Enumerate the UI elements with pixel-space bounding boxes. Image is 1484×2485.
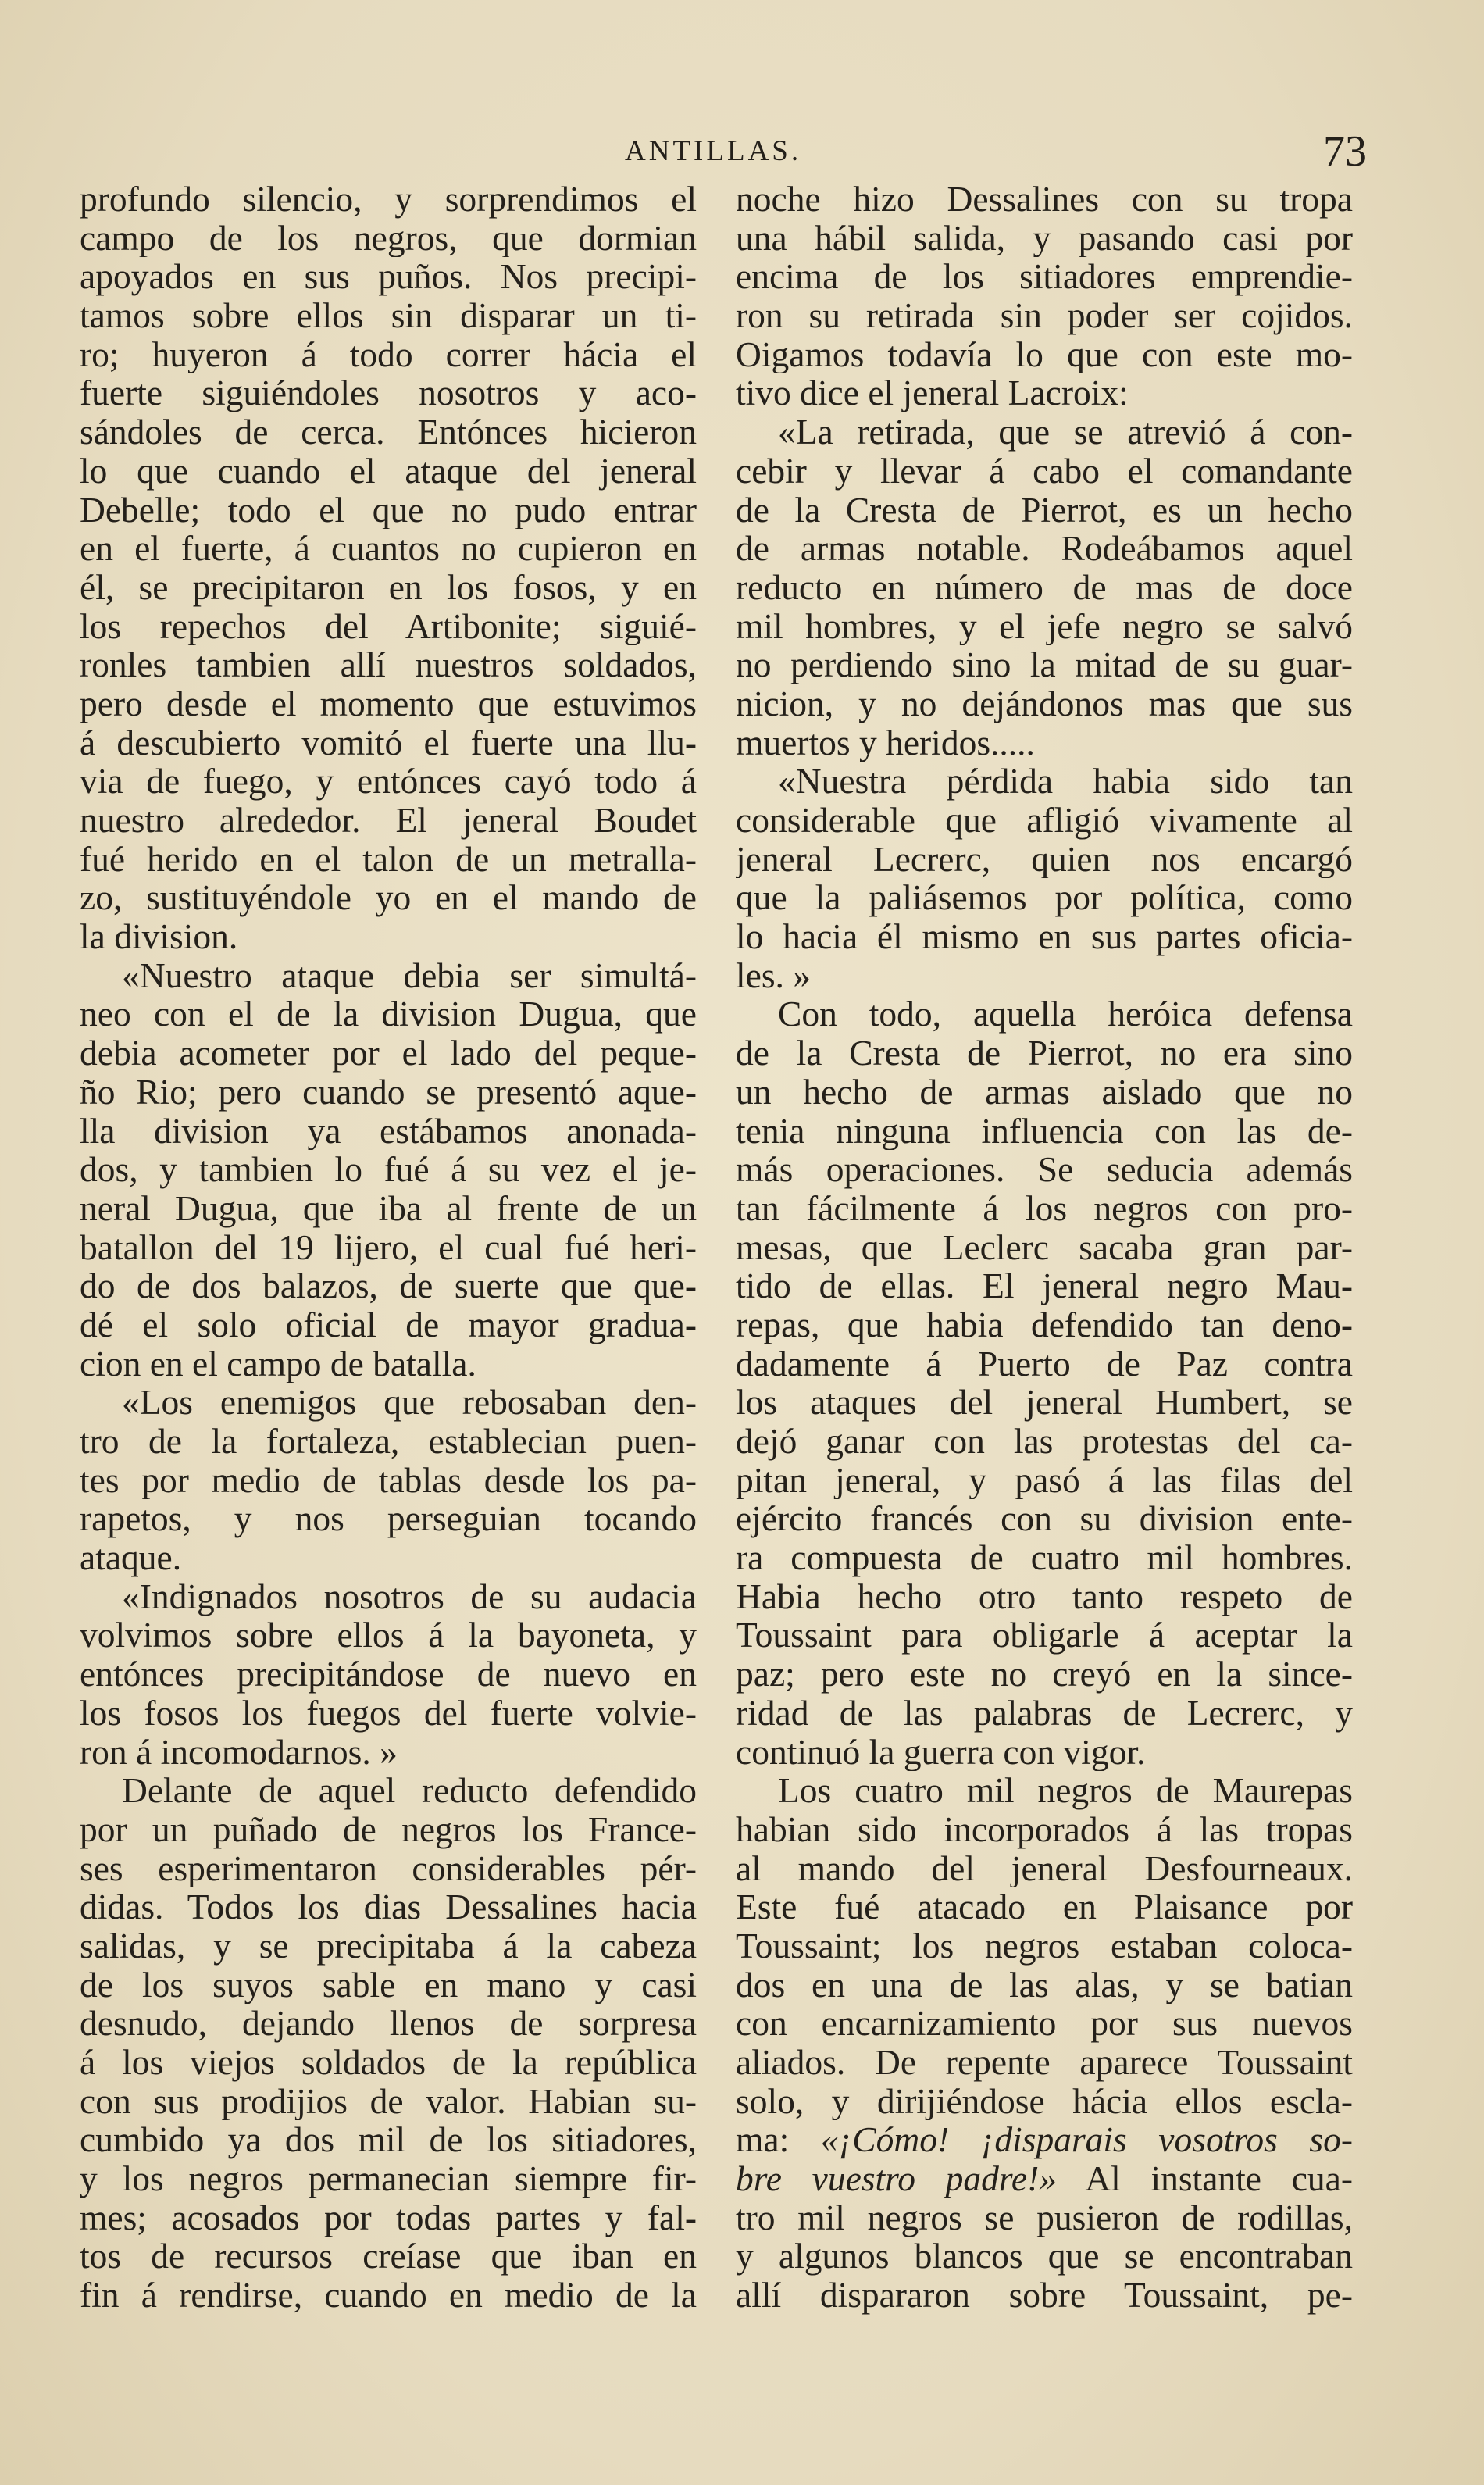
page-header	[78, 127, 1367, 186]
text-line: la division.	[80, 917, 238, 956]
text-line: desnudo, dejando llenos de sorpresa	[80, 2004, 697, 2043]
text-line: y los negros permanecian siempre fir-	[80, 2159, 697, 2198]
text-line: los ataques del jeneral Humbert, se	[736, 1383, 1353, 1422]
text-line: un hecho de armas aislado que no	[736, 1072, 1353, 1112]
text-line: neo con el de la division Dugua, que	[80, 994, 697, 1034]
text-line: muertos y heridos.....	[736, 723, 1035, 762]
text-line: nicion, y no dejándonos mas que sus	[736, 684, 1353, 723]
text-line: los fosos los fuegos del fuerte volvie-	[80, 1693, 697, 1733]
text-line: ron su retirada sin poder ser cojidos.	[736, 296, 1353, 335]
text-line: volvimos sobre ellos á la bayoneta, y	[80, 1616, 697, 1655]
running-head: ANTILLAS.	[625, 135, 802, 167]
text-line: considerable que afligió vivamente al	[736, 801, 1353, 840]
text-line: solo, y dirijiéndose hácia ellos escla-	[736, 2081, 1353, 2121]
text-line: fin á rendirse, cuando en medio de la	[80, 2276, 697, 2315]
text-line: pitan jeneral, y pasó á las filas del	[736, 1460, 1353, 1500]
text-line: ronles tambien allí nuestros soldados,	[80, 645, 697, 684]
text-line: paz; pero este no creyó en la since-	[736, 1655, 1353, 1694]
text-line: dos en una de las alas, y se batian	[736, 1965, 1353, 2005]
text-line: Habia hecho otro tanto respeto de	[736, 1576, 1353, 1616]
text-line: tro mil negros se pusieron de rodillas,	[736, 2198, 1353, 2237]
text-line: debia acometer por el lado del peque-	[80, 1034, 697, 1073]
text-line: Oigamos todavía lo que con este mo-	[736, 334, 1353, 374]
text-line: reducto en número de mas de doce	[736, 567, 1353, 607]
text-line: y algunos blancos que se encontraban	[736, 2237, 1353, 2276]
text-line: fuerte siguiéndoles nosotros y aco-	[80, 373, 697, 413]
text-line: continuó la guerra con vigor.	[736, 1732, 1146, 1772]
text-line: los repechos del Artibonite; siguié-	[80, 606, 697, 646]
text-line: tido de ellas. El jeneral negro Mau-	[736, 1266, 1353, 1305]
text-line: Con todo, aquella heróica defensa	[778, 994, 1353, 1034]
text-line: noche hizo Dessalines con su tropa	[736, 180, 1353, 219]
text-line: dejó ganar con las protestas del ca-	[736, 1422, 1353, 1461]
text-line: les. »	[736, 955, 812, 995]
text-line: via de fuego, y entónces cayó todo á	[80, 762, 697, 801]
text-line: lla division ya estábamos anonada-	[80, 1111, 697, 1151]
text-line: do de dos balazos, de suerte que que-	[80, 1266, 697, 1305]
text-line: jeneral Lecrerc, quien nos encargó	[736, 839, 1353, 879]
page-number: 73	[1323, 127, 1367, 176]
text-line: aliados. De repente aparece Toussaint	[736, 2043, 1353, 2082]
text-line: Debelle; todo el que no pudo entrar	[80, 490, 697, 530]
text-line: más operaciones. Se seducia además	[736, 1150, 1353, 1189]
text-line: profundo silencio, y sorprendimos el	[80, 180, 697, 219]
text-line: batallon del 19 lijero, el cual fué heri-	[80, 1227, 697, 1267]
text-line: al mando del jeneral Desfourneaux.	[736, 1848, 1353, 1888]
text-line: de armas notable. Rodeábamos aquel	[736, 529, 1353, 568]
text-line: entónces precipitándose de nuevo en	[80, 1655, 697, 1694]
text-line: que la paliásemos por política, como	[736, 878, 1353, 918]
text-line: de la Cresta de Pierrot, es un hecho	[736, 490, 1353, 530]
text-line: neral Dugua, que iba al frente de un	[80, 1188, 697, 1228]
text-line: allí dispararon sobre Toussaint, pe-	[736, 2276, 1353, 2315]
text-line: con sus prodijios de valor. Habian su-	[80, 2081, 697, 2121]
text-line: tivo dice el jeneral Lacroix:	[736, 373, 1129, 413]
text-line: á los viejos soldados de la república	[80, 2043, 697, 2082]
text-line	[736, 2120, 1353, 2159]
text-line: didas. Todos los dias Dessalines hacia	[80, 1887, 697, 1926]
text-line: cebir y llevar á cabo el comandante	[736, 451, 1353, 491]
text-line: dé el solo oficial de mayor gradua-	[80, 1305, 697, 1344]
text-line: pero desde el momento que estuvimos	[80, 684, 697, 723]
italic-text: «¡Cómo! ¡disparais vosotros so-	[789, 2120, 1353, 2160]
text-line: Toussaint; los negros estaban coloca-	[736, 1926, 1353, 1966]
text-line: campo de los negros, que dormian	[80, 218, 697, 258]
text-line: con encarnizamiento por sus nuevos	[736, 2004, 1353, 2043]
text-line: nuestro alrededor. El jeneral Boudet	[80, 801, 697, 840]
text-run: ma:	[736, 2120, 790, 2160]
text-line: «Los enemigos que rebosaban den-	[122, 1383, 697, 1422]
text-line: «Indignados nosotros de su audacia	[122, 1576, 697, 1616]
text-line: Los cuatro mil negros de Maurepas	[778, 1771, 1353, 1810]
text-line: tan fácilmente á los negros con pro-	[736, 1188, 1353, 1228]
text-line: ataque.	[80, 1538, 182, 1577]
text-line: encima de los sitiadores emprendie-	[736, 257, 1353, 297]
text-line: no perdiendo sino la mitad de su guar-	[736, 645, 1353, 684]
text-line: lo que cuando el ataque del jeneral	[80, 451, 697, 491]
text-line: él, se precipitaron en los fosos, y en	[80, 567, 697, 607]
text-line: mesas, que Leclerc sacaba gran par-	[736, 1227, 1353, 1267]
text-line: fué herido en el talon de un metralla-	[80, 839, 697, 879]
text-line: ra compuesta de cuatro mil hombres.	[736, 1538, 1353, 1577]
text-line: rapetos, y nos perseguian tocando	[80, 1499, 697, 1539]
text-line: «Nuestra pérdida habia sido tan	[778, 762, 1353, 801]
text-line: una hábil salida, y pasando casi por	[736, 218, 1353, 258]
italic-text: bre vuestro padre!»	[736, 2159, 1058, 2198]
text-line: por un puñado de negros los France-	[80, 1809, 697, 1849]
text-line: ses esperimentaron considerables pér-	[80, 1848, 697, 1888]
text-line: sándoles de cerca. Entónces hicieron	[80, 412, 697, 452]
text-line: tos de recursos creíase que iban en	[80, 2237, 697, 2276]
text-line: apoyados en sus puños. Nos precipi-	[80, 257, 697, 297]
text-line: en el fuerte, á cuantos no cupieron en	[80, 529, 697, 568]
text-line: mil hombres, y el jefe negro se salvó	[736, 606, 1353, 646]
text-line: de los suyos sable en mano y casi	[80, 1965, 697, 2005]
text-line: Este fué atacado en Plaisance por	[736, 1887, 1353, 1926]
text-line: zo, sustituyéndole yo en el mando de	[80, 878, 697, 918]
text-run: Al instante cua-	[1057, 2159, 1353, 2198]
text-line: habian sido incorporados á las tropas	[736, 1809, 1353, 1849]
text-line: ro; huyeron á todo correr hácia el	[80, 334, 697, 374]
text-line: tes por medio de tablas desde los pa-	[80, 1460, 697, 1500]
text-line: tamos sobre ellos sin disparar un ti-	[80, 296, 697, 335]
text-line: «Nuestro ataque debia ser simultá-	[122, 955, 697, 995]
text-line: mes; acosados por todas partes y fal-	[80, 2198, 697, 2237]
text-line: repas, que habia defendido tan deno-	[736, 1305, 1353, 1344]
text-line: cumbido ya dos mil de los sitiadores,	[80, 2120, 697, 2160]
text-line: ño Rio; pero cuando se presentó aque-	[80, 1072, 697, 1112]
text-line: Toussaint para obligarle á aceptar la	[736, 1616, 1353, 1655]
text-line: «La retirada, que se atrevió á con-	[778, 412, 1353, 452]
text-line: Delante de aquel reducto defendido	[122, 1771, 697, 1810]
text-line: de la Cresta de Pierrot, no era sino	[736, 1034, 1353, 1073]
text-line: salidas, y se precipitaba á la cabeza	[80, 1926, 697, 1966]
text-line: tenia ninguna influencia con las de-	[736, 1111, 1353, 1151]
text-line: tro de la fortaleza, establecian puen-	[80, 1422, 697, 1461]
text-line: dos, y tambien lo fué á su vez el je-	[80, 1150, 697, 1189]
text-line: ridad de las palabras de Lecrerc, y	[736, 1693, 1353, 1733]
text-line: ron á incomodarnos. »	[80, 1732, 398, 1772]
text-line	[736, 2159, 1353, 2198]
right-text-column	[736, 180, 1353, 2315]
left-text-column	[80, 180, 697, 2315]
text-line: lo hacia él mismo en sus partes oficia-	[736, 917, 1353, 956]
text-line: cion en el campo de batalla.	[80, 1344, 476, 1384]
text-line: dadamente á Puerto de Paz contra	[736, 1344, 1353, 1384]
text-line: á descubierto vomitó el fuerte una llu-	[80, 723, 697, 762]
text-line: ejército francés con su division ente-	[736, 1499, 1353, 1539]
